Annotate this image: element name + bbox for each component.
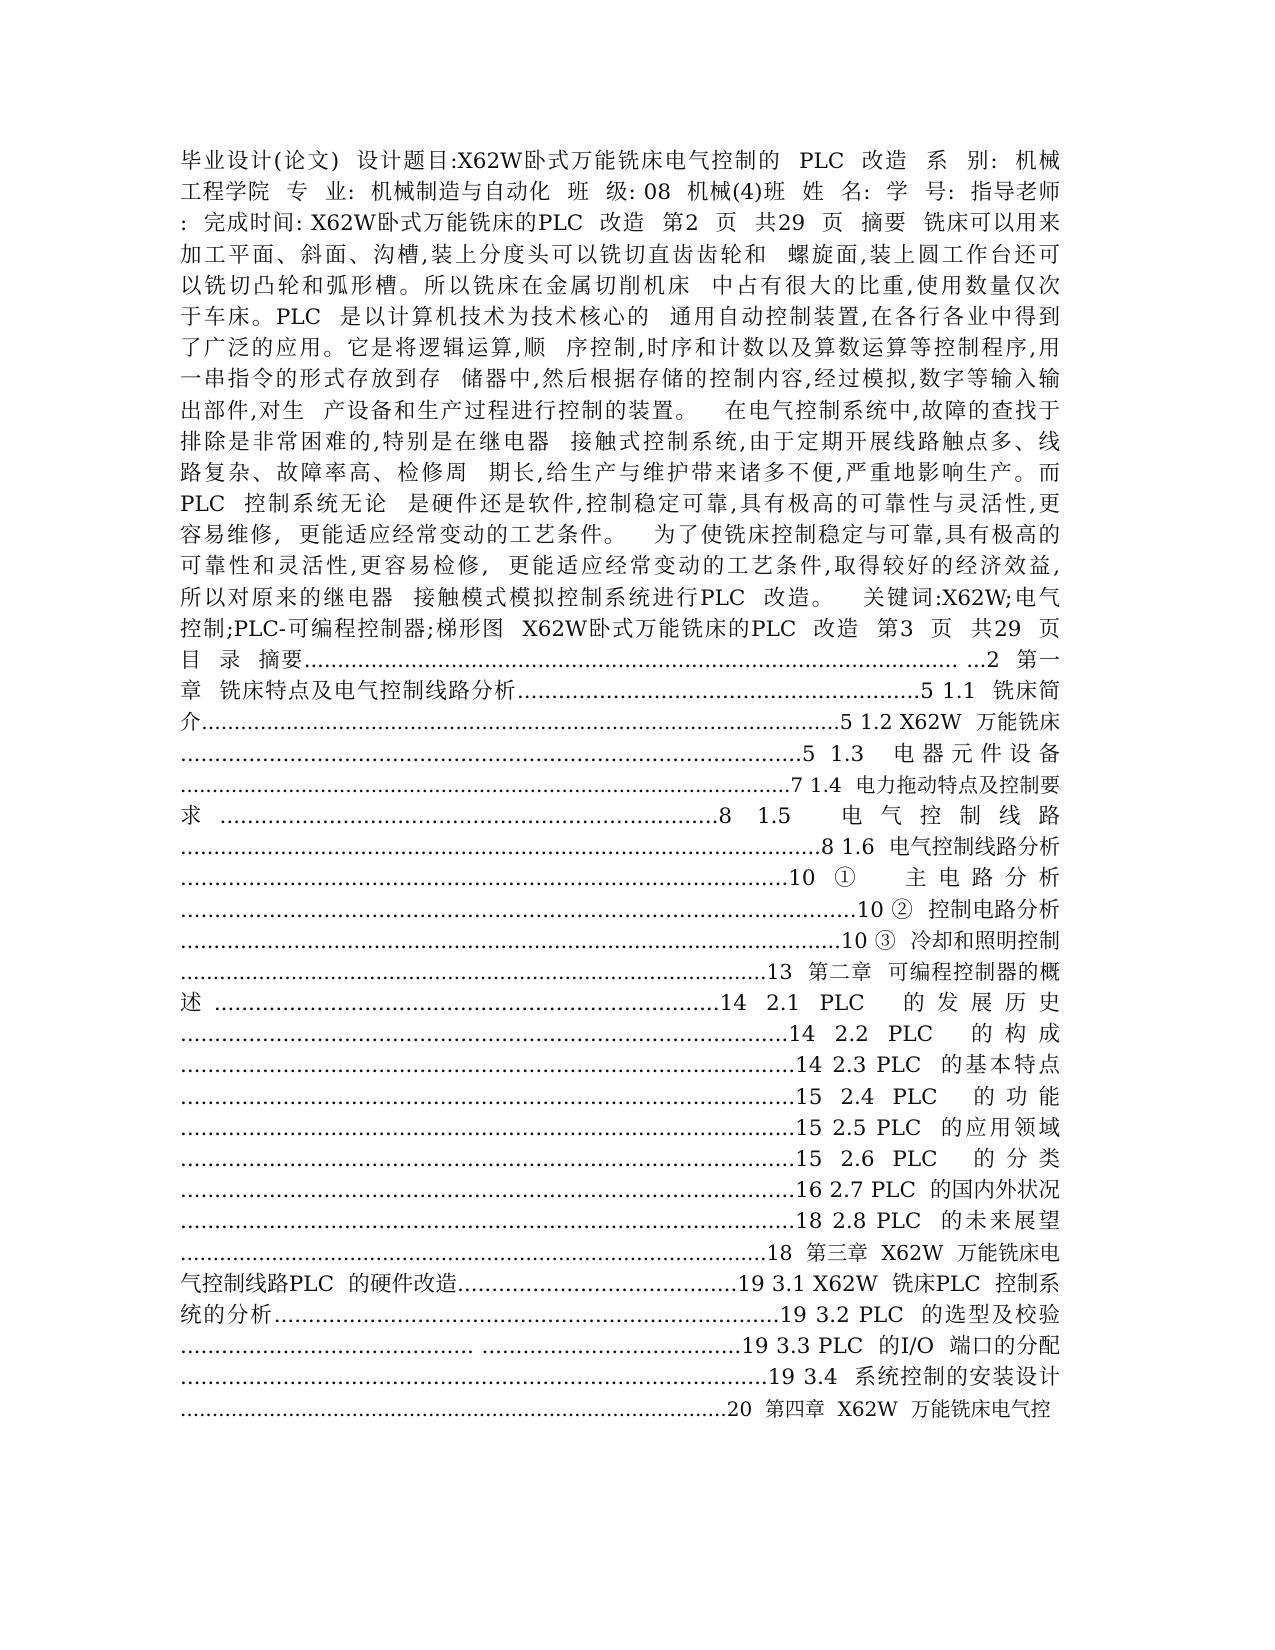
text-line: 工程学院 专 业: 机械制造与自动化 班 级: 08 机械(4)班 姓 名: 学 号: 指导老师 xyxy=(180,180,1060,206)
text-line: 容易维修, 更能适应经常变动的工艺条件。 为了使铣床控制稳定与可靠,具有极高的 xyxy=(180,523,1060,549)
text-line: .........................................................................................14 2.2 PLC 的构成 xyxy=(180,1022,1060,1048)
text-line: 气控制线路PLC 的硬件改造.........................................19 3.1 X62W 铣床PLC 控制系 xyxy=(180,1271,1060,1297)
text-line: 以铣切凸轮和弧形槽。所以铣床在金属切削机床 中占有很大的比重,使用数量仅次 xyxy=(180,273,1060,299)
text-line: 控制;PLC-可编程控制器;梯形图 X62W卧式万能铣床的PLC 改造 第3 页 共29 页 xyxy=(180,616,1060,642)
text-line: ..........................................................................................15 2.4 PLC 的功能 xyxy=(180,1084,1060,1110)
text-line: 一串指令的形式存放到存 储器中,然后根据存储的控制内容,经过模拟,数字等输入输 xyxy=(180,367,1060,393)
text-line: ..........................................................................................13 第二章 可编程控制器的概 xyxy=(180,959,1060,984)
text-line: 统的分析..........................................................................19 3.2 PLC 的选型及校验 xyxy=(180,1302,1060,1328)
text-line: 目 录 摘要.................................................................................................. ...2 第一 xyxy=(180,648,1060,672)
text-line: 述..........................................................................14 2.1 PLC 的发展历史 xyxy=(180,991,1060,1017)
text-line: ...................................................................................................10 ② 控制电路分析 xyxy=(180,897,1060,923)
text-line: ...........................................................................................5 1.3 电器元件设备 xyxy=(180,741,1060,767)
text-line: ..........................................................................................15 2.5 PLC 的应用领域 xyxy=(180,1115,1060,1141)
text-line: : 完成时间: X62W卧式万能铣床的PLC 改造 第2 页 共29 页 摘要 铣床可以用来 xyxy=(180,211,1060,237)
text-line: 求.........................................................................8 1.5 电气控制线路 xyxy=(180,803,1060,829)
text-line: 所以对原来的继电器 接触模式模拟控制系统进行PLC 改造。 关键词:X62W;电气 xyxy=(180,585,1060,611)
text-line: ................................................................................................7 1.4 电力拖动特点及控制要 xyxy=(180,772,1060,797)
text-line: ..........................................................................................15 2.6 PLC 的分类 xyxy=(180,1147,1060,1172)
text-line: ................................................................................................8 1.6 电气控制线路分析 xyxy=(180,835,1060,860)
text-line: ........................................... ......................................19 3.3 PLC 的I/O 端口的分配 xyxy=(180,1334,1060,1360)
text-line: 于车床。PLC 是以计算机技术为技术核心的 通用自动控制装置,在各行各业中得到 xyxy=(180,304,1060,330)
text-line: 可靠性和灵活性,更容易检修, 更能适应经常变动的工艺条件,取得较好的经济效益, xyxy=(180,554,1060,580)
text-line: 毕业设计(论文) 设计题目:X62W卧式万能铣床电气控制的 PLC 改造 系 别: 机械 xyxy=(180,149,1060,174)
text-line: ..........................................................................................16 2.7 PLC 的国内外状况 xyxy=(180,1178,1060,1204)
text-line: .........................................................................................10 ① 主电路分析 xyxy=(180,866,1060,892)
text-line: ......................................................................................20 第四章 X62W 万能铣床电气控 xyxy=(180,1396,1051,1421)
document-body xyxy=(180,146,1060,1425)
text-line: 章 铣床特点及电气控制线路分析...........................................................5 1.1 铣床简 xyxy=(180,679,1060,705)
text-line: ..........................................................................................18 2.8 PLC 的未来展望 xyxy=(180,1209,1060,1235)
text-line: 出部件,对生 产设备和生产过程进行控制的装置。 在电气控制系统中,故障的查找于 xyxy=(180,398,1060,424)
text-line: 加工平面、斜面、沟槽,装上分度头可以铣切直齿齿轮和 螺旋面,装上圆工作台还可 xyxy=(180,242,1060,268)
text-line: 了广泛的应用。它是将逻辑运算,顺 序控制,时序和计数以及算数运算等控制程序,用 xyxy=(180,336,1060,362)
text-line: PLC 控制系统无论 是硬件还是软件,控制稳定可靠,具有极高的可靠性与灵活性,更 xyxy=(180,492,1060,518)
text-line: 排除是非常困难的,特别是在继电器 接触式控制系统,由于定期开展线路触点多、线 xyxy=(180,429,1060,455)
text-line: ..........................................................................................14 2.3 PLC 的基本特点 xyxy=(180,1053,1060,1079)
text-line: 路复杂、故障率高、检修周 期长,给生产与维护带来诸多不便,严重地影响生产。而 xyxy=(180,460,1060,486)
text-line: ......................................................................................19 3.4 系统控制的安装设计 xyxy=(180,1365,1060,1391)
text-line: ..........................................................................................18 第三章 X62W 万能铣床电 xyxy=(180,1240,1060,1265)
text-line: ...................................................................................................10 ③ 冷却和照明控制 xyxy=(180,928,1060,953)
text-line: 介..................................................................................................5 1.2 X62W 万能铣床 xyxy=(180,710,1060,735)
